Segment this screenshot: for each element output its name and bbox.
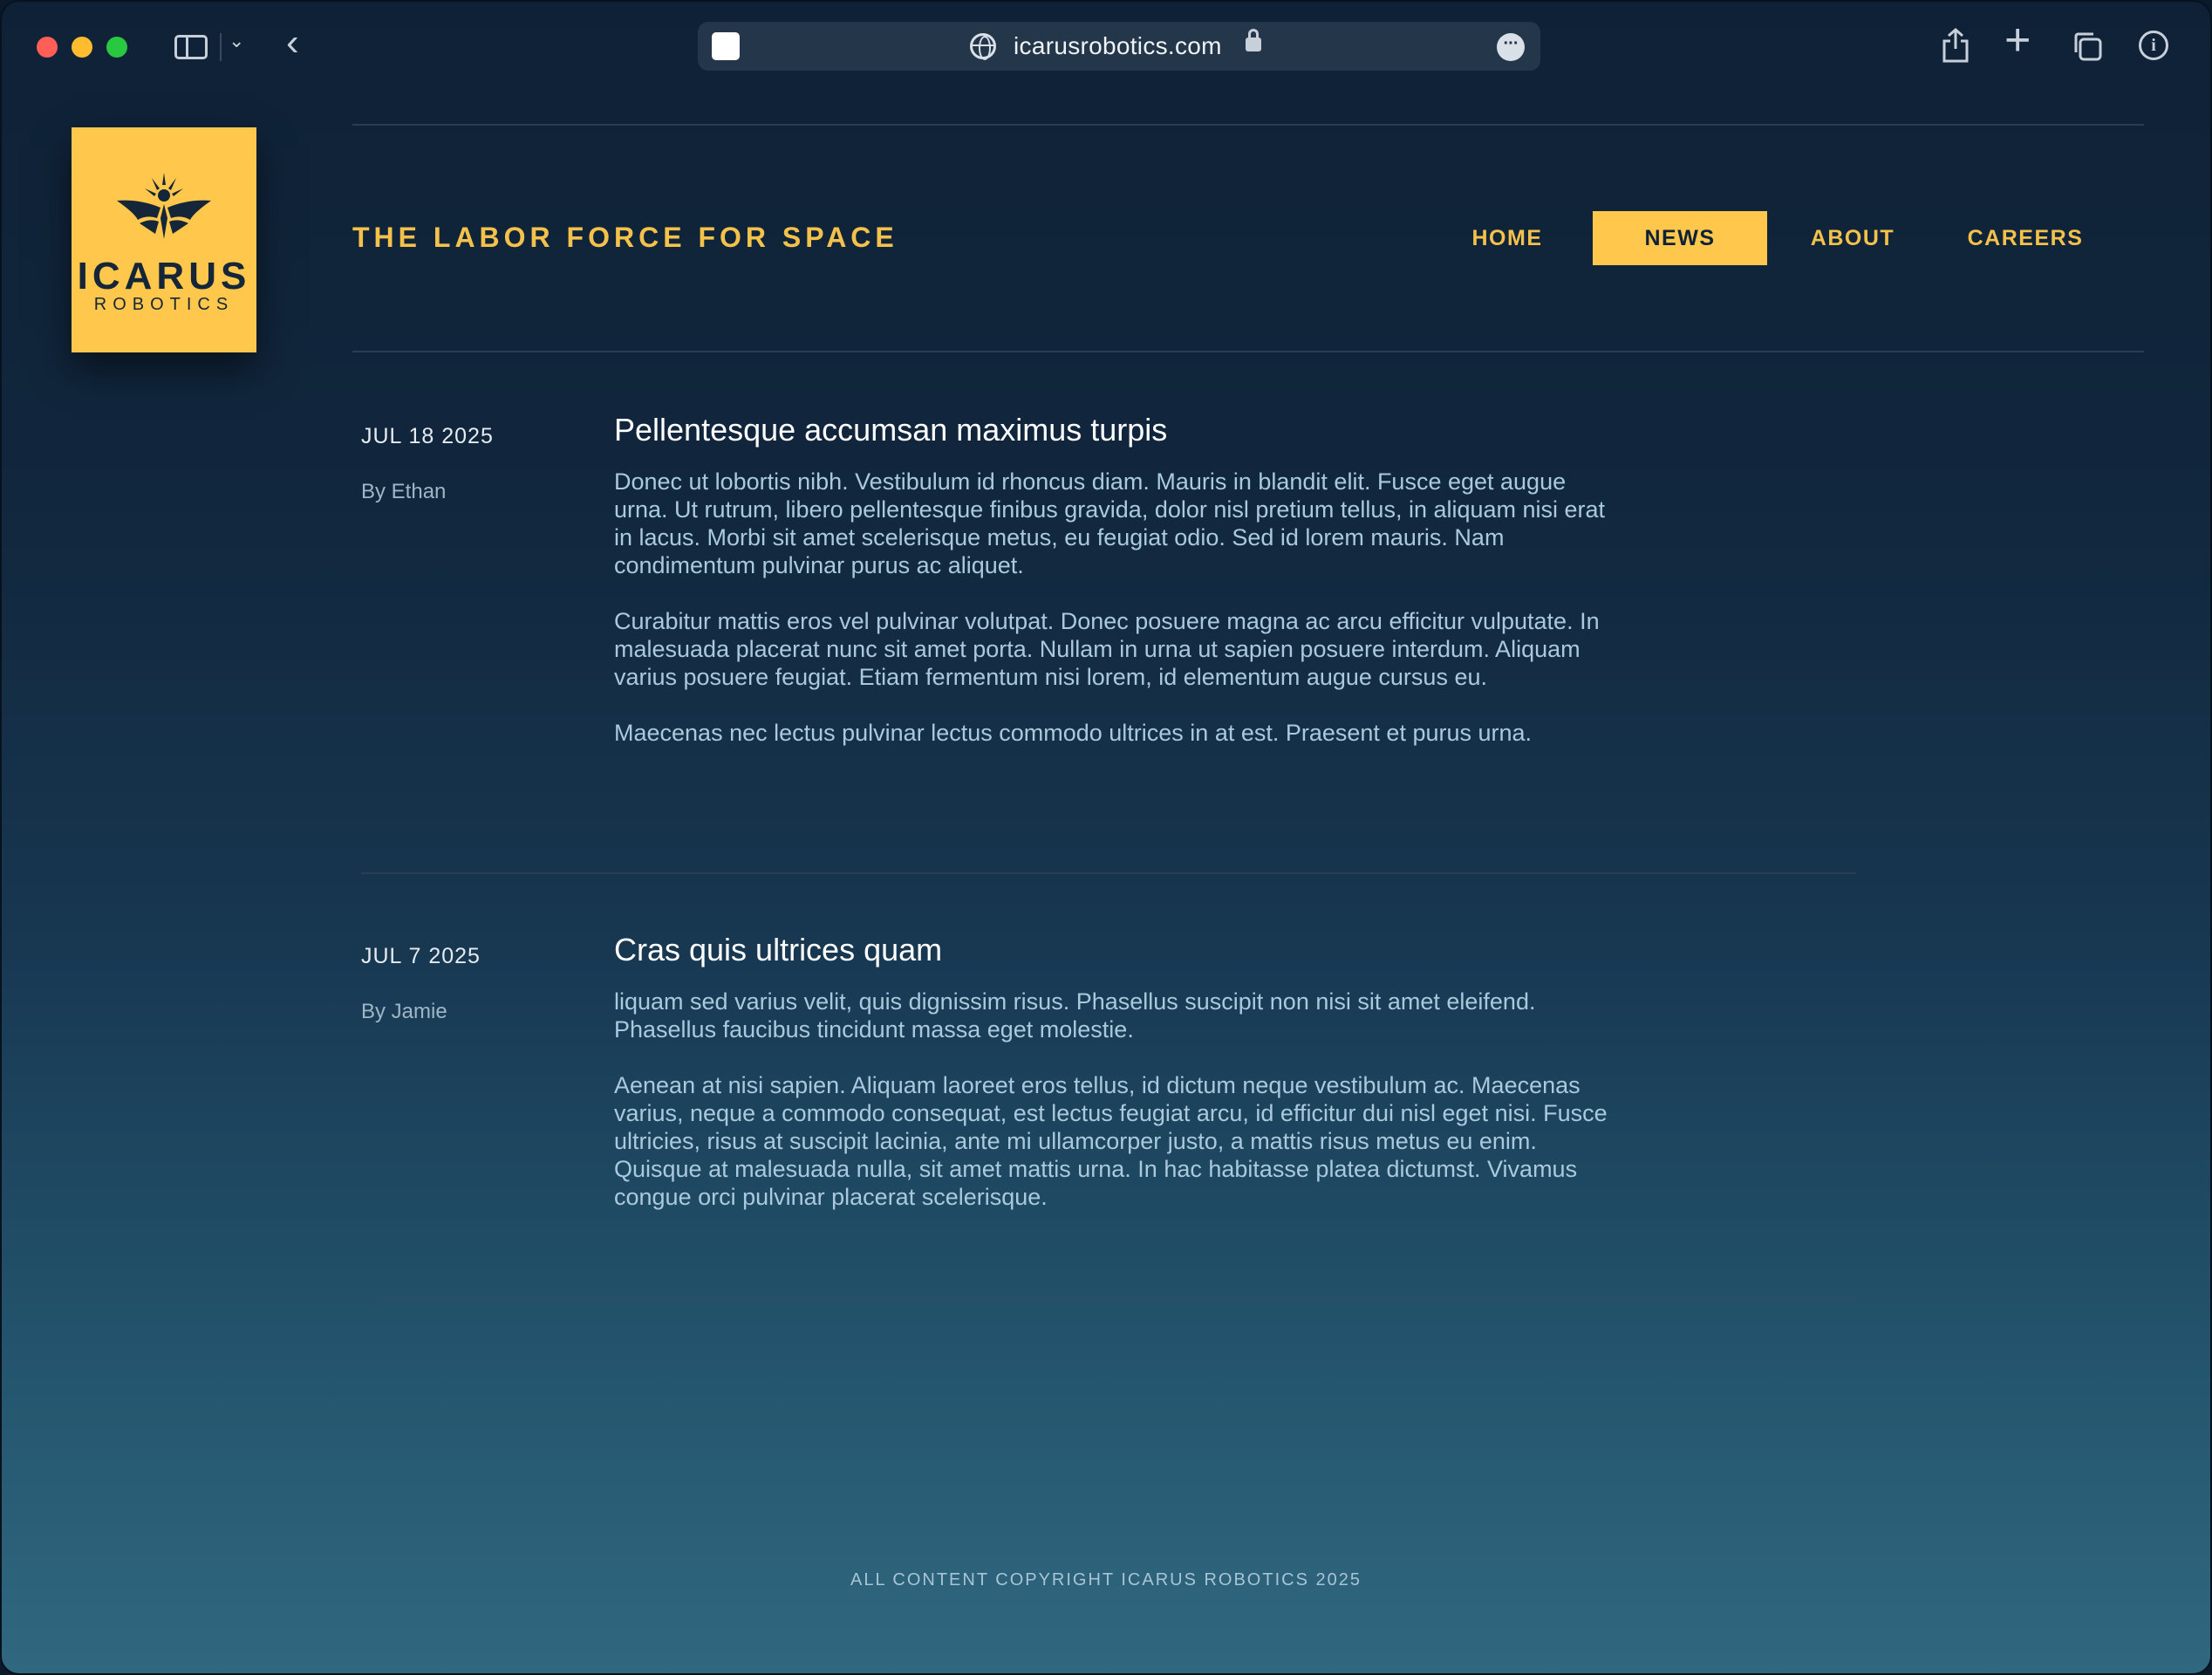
- post-paragraph: Maecenas nec lectus pulvinar lectus commodo ultrices in at est. Praesent et purus urna.: [614, 720, 1533, 746]
- post-paragraph: Donec ut lobortis nibh. Vestibulum id rhoncus diam. Mauris in blandit elit. Fusce eget augue urna. Ut rutrum, libero pellentesque finibus gravida, dolor nisl pretium tellus, in aliquam nisi erat in lacus. Morbi sit amet scelerisque metus, eu feugiat odio. Sed id lorem mauris. Nam condimentum pulvinar purus ac aliquet.: [614, 468, 1606, 578]
- post-title[interactable]: Cras quis ultrices quam: [614, 932, 943, 967]
- minimize-window-button[interactable]: [72, 37, 92, 58]
- address-bar[interactable]: [698, 22, 1540, 71]
- site-logo[interactable]: [72, 127, 256, 352]
- share-icon[interactable]: [1942, 28, 1970, 63]
- post-date: JUL 7 2025: [361, 944, 481, 968]
- more-options-icon[interactable]: ···: [1497, 33, 1525, 61]
- browser-toolbar: [2, 2, 2210, 92]
- back-icon[interactable]: ‹: [286, 21, 299, 64]
- header-top-divider: [352, 124, 2144, 126]
- icarus-emblem-icon: [113, 169, 215, 256]
- post-author: By Ethan: [361, 480, 447, 503]
- post-author: By Jamie: [361, 1000, 447, 1023]
- lock-icon: [1246, 38, 1261, 51]
- post-body: [614, 988, 1626, 1239]
- chevron-down-icon[interactable]: ⌄: [229, 30, 245, 51]
- site-tagline: THE LABOR FORCE FOR SPACE: [352, 222, 898, 253]
- info-icon[interactable]: i: [2139, 31, 2168, 60]
- globe-icon: [970, 33, 996, 59]
- zoom-window-button[interactable]: [106, 37, 127, 58]
- nav-news[interactable]: NEWS: [1593, 211, 1767, 265]
- close-window-button[interactable]: [37, 37, 58, 58]
- logo-wordmark: ICARUS: [77, 255, 251, 297]
- nav-about[interactable]: ABOUT: [1810, 226, 1895, 250]
- toolbar-divider: [220, 33, 222, 61]
- favicon-icon: [712, 32, 740, 60]
- nav-home[interactable]: HOME: [1471, 226, 1543, 250]
- post-paragraph: Aenean at nisi sapien. Aliquam laoreet eros tellus, id dictum neque vestibulum ac. Maecenas varius, neque a commodo consequat, est lectus feugiat arcu, id efficitur dui nisl eget nisi. Fusce ultricies, risus at suscipit lacinia, ante mi ullamcorper justo, a mattis risus metus eu enim. Quisque at malesuada nulla, sit amet mattis urna. In hac habitasse platea dictumst. Vivamus congue orci pulvinar placerat scelerisque.: [614, 1072, 1608, 1210]
- tab-overview-icon[interactable]: [2072, 31, 2102, 61]
- nav-careers[interactable]: CAREERS: [1967, 226, 2084, 250]
- post-date: JUL 18 2025: [361, 424, 494, 448]
- post-paragraph: liquam sed varius velit, quis dignissim risus. Phasellus suscipit non nisi sit amet eleifend. Phasellus faucibus tincidunt massa eget molestie.: [614, 988, 1536, 1043]
- post-body: [614, 468, 1626, 775]
- header-bottom-divider: [352, 351, 2144, 352]
- footer-copyright: ALL CONTENT COPYRIGHT ICARUS ROBOTICS 2025: [850, 1570, 1362, 1590]
- post-divider: [377, 1298, 1856, 1300]
- post-divider: [361, 872, 1856, 874]
- post-paragraph: Curabitur mattis eros vel pulvinar volutpat. Donec posuere magna ac arcu efficitur vulputate. In malesuada placerat nunc sit amet porta. Nullam in urna ut sapien posuere interdum. Aliquam varius posuere feugiat. Etiam fermentum nisi lorem, id elementum augue cursus eu.: [614, 608, 1600, 690]
- new-tab-icon[interactable]: +: [2004, 15, 2031, 65]
- post-title[interactable]: Pellentesque accumsan maximus turpis: [614, 412, 1168, 448]
- sidebar-toggle-icon[interactable]: [174, 35, 208, 59]
- logo-subword: ROBOTICS: [93, 295, 235, 314]
- url-text[interactable]: icarusrobotics.com: [1014, 32, 1222, 59]
